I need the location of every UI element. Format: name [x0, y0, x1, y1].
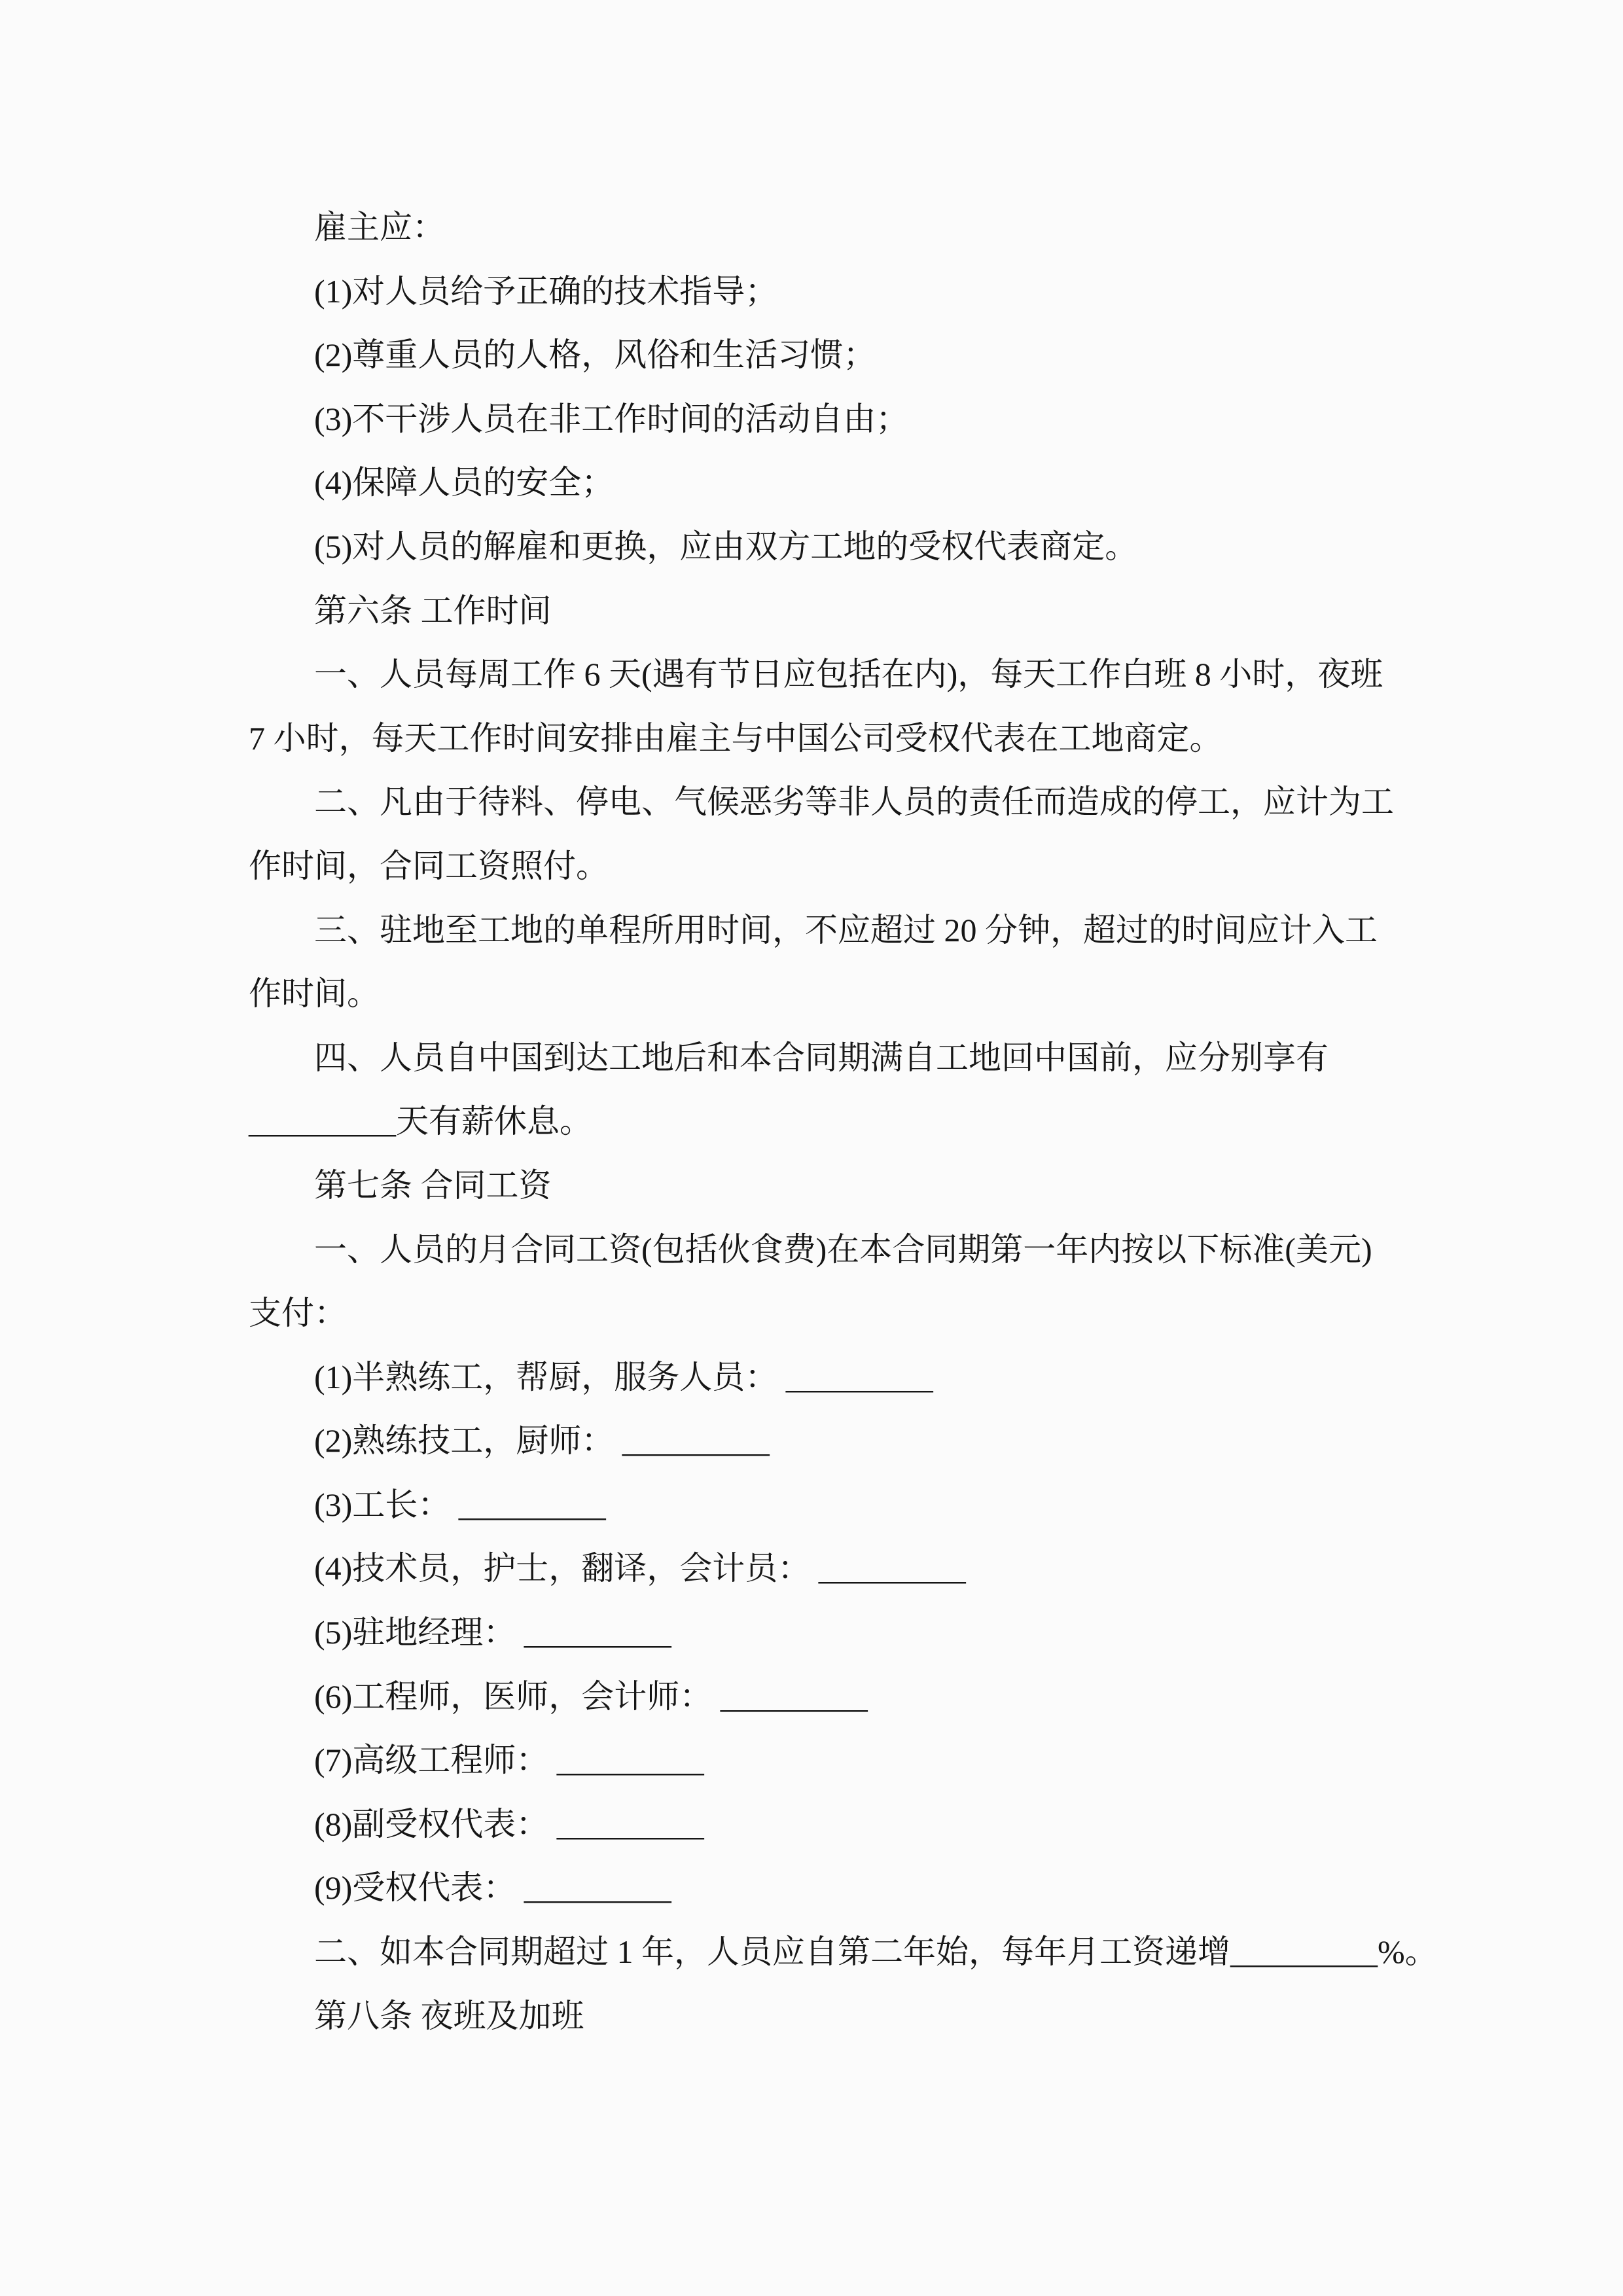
doc-line: (3)不干涉人员在非工作时间的活动自由；: [249, 400, 909, 437]
doc-line-fill-blank: (1)半熟练工，帮厨，服务人员： _________: [249, 1358, 933, 1395]
doc-line: 作时间。: [249, 975, 380, 1013]
doc-line: 7 小时，每天工作时间安排由雇主与中国公司受权代表在工地商定。: [249, 719, 1222, 757]
doc-line-fill-blank: (5)驻地经理： _________: [249, 1614, 671, 1651]
doc-line-fill-blank: (4)技术员，护士，翻译，会计员： _________: [249, 1550, 966, 1587]
doc-line-fill-blank: (8)副受权代表： _________: [249, 1805, 704, 1842]
doc-line-fill-blank: (6)工程师，医师，会计师： _________: [249, 1677, 868, 1715]
doc-line: 四、人员自中国到达工地后和本合同期满自工地回中国前，应分别享有: [249, 1039, 1329, 1076]
doc-line: (1)对人员给予正确的技术指导；: [249, 272, 778, 310]
doc-line-fill-blank: _________天有薪休息。: [249, 1103, 592, 1140]
document-body: [249, 196, 1438, 2048]
doc-line: (5)对人员的解雇和更换，应由双方工地的受权代表商定。: [249, 528, 1138, 565]
doc-line-fill-blank: (9)受权代表： _________: [249, 1869, 671, 1907]
doc-line-section-heading: 第七条 合同工资: [249, 1166, 552, 1204]
doc-line-fill-blank: 二、如本合同期超过 1 年，人员应自第二年始，每年月工资递增_________%。: [249, 1933, 1438, 1971]
doc-line: 作时间，合同工资照付。: [249, 847, 609, 884]
doc-line-fill-blank: (2)熟练技工，厨师： _________: [249, 1422, 770, 1460]
doc-line-section-heading: 第八条 夜班及加班: [249, 1997, 584, 2034]
doc-line-section-heading: 第六条 工作时间: [249, 592, 552, 629]
doc-line: 三、驻地至工地的单程所用时间，不应超过 20 分钟，超过的时间应计入工: [249, 911, 1378, 948]
doc-line: (4)保障人员的安全；: [249, 464, 615, 501]
doc-line: 一、人员每周工作 6 天(遇有节日应包括在内)，每天工作白班 8 小时，夜班: [249, 656, 1383, 693]
doc-line: (2)尊重人员的人格，风俗和生活习惯；: [249, 336, 876, 374]
doc-line-fill-blank: (3)工长： _________: [249, 1486, 606, 1523]
doc-line: 支付：: [249, 1295, 347, 1332]
doc-line-fill-blank: (7)高级工程师： _________: [249, 1742, 704, 1779]
doc-line: 雇主应：: [249, 209, 445, 245]
doc-line: 二、凡由于待料、停电、气候恶劣等非人员的责任而造成的停工，应计为工: [249, 783, 1394, 821]
doc-line: 一、人员的月合同工资(包括伙食费)在本合同期第一年内按以下标准(美元): [249, 1230, 1372, 1268]
